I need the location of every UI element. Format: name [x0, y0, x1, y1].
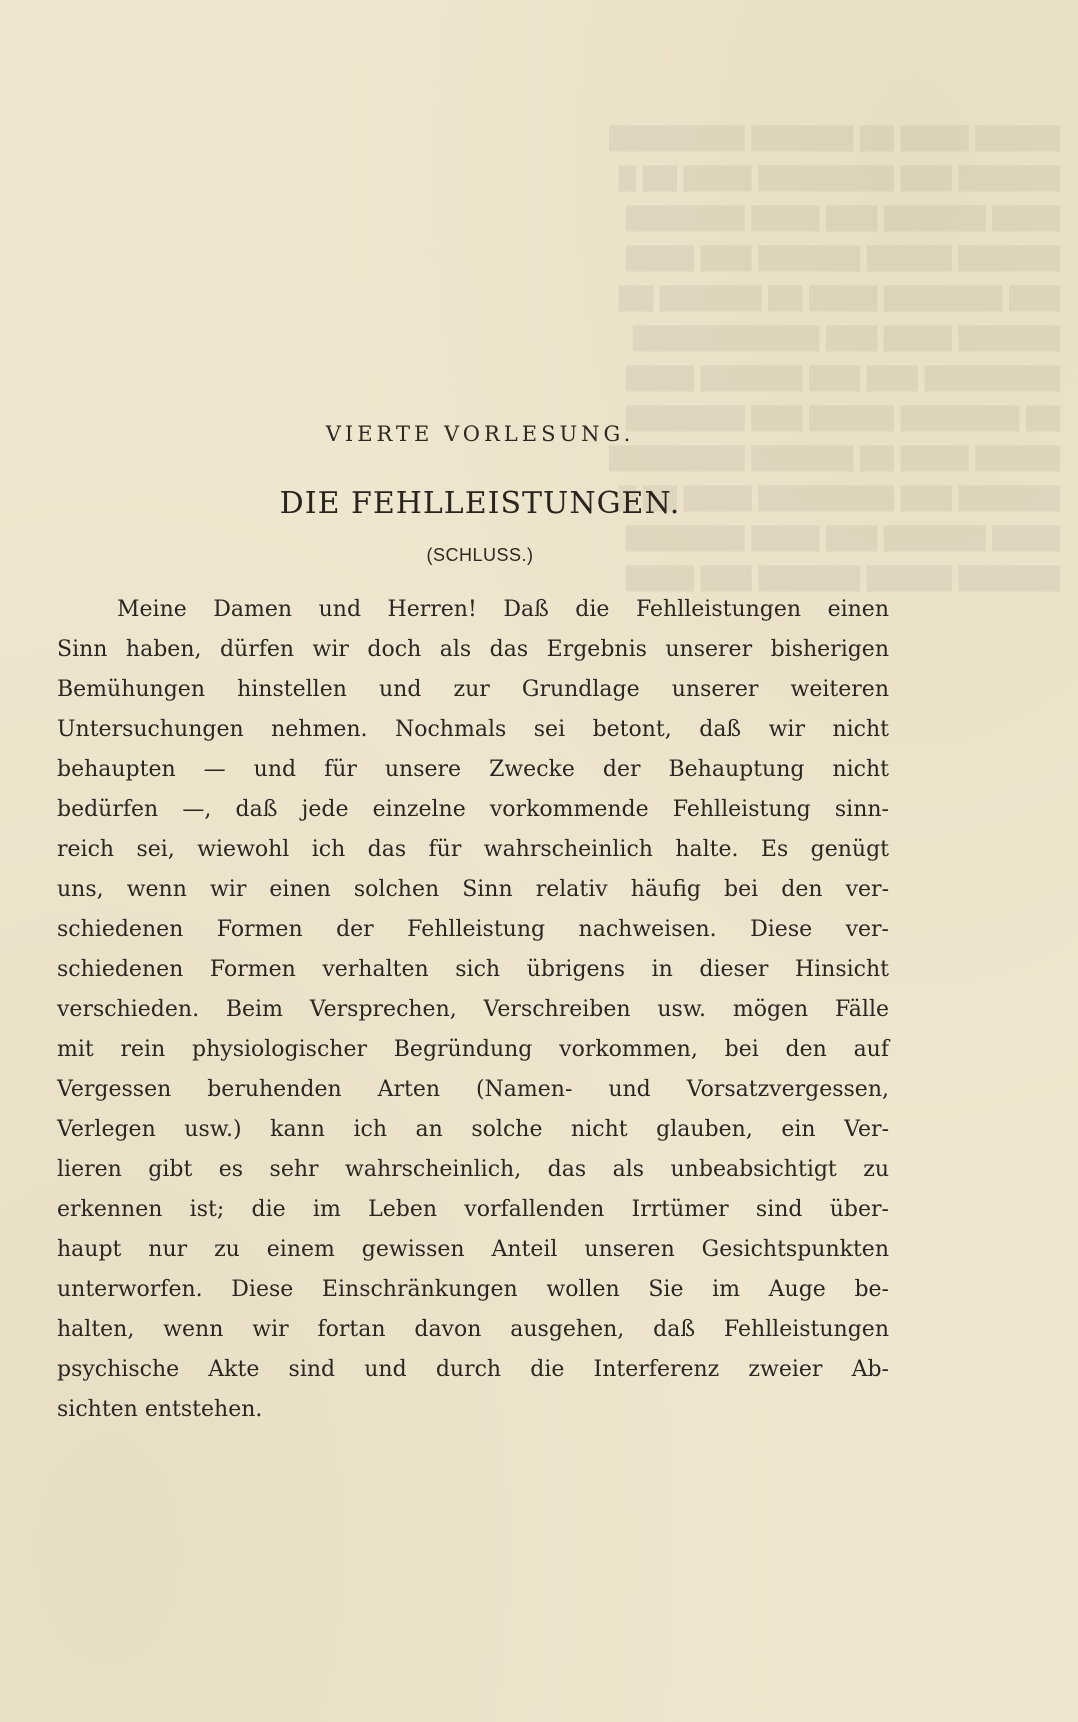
text-line: Sinn haben, dürfen wir doch als das Ergebnis unserer bisherigen [57, 637, 889, 662]
text-line: bedürfen —, daß jede einzelne vorkommende Fehlleistung sinn- [57, 797, 889, 822]
text-line: Verlegen usw.) kann ich an solche nicht glauben, ein Ver- [57, 1117, 889, 1142]
text-line: mit rein physiologischer Begründung vorkommen, bei den auf [57, 1037, 889, 1062]
text-line: schiedenen Formen der Fehlleistung nachweisen. Diese ver- [57, 917, 889, 942]
text-line: haupt nur zu einem gewissen Anteil unseren Gesichtspunkten [57, 1237, 889, 1262]
text-line: lieren gibt es sehr wahrscheinlich, das als unbeabsichtigt zu [57, 1157, 889, 1182]
body-paragraph [57, 590, 889, 1430]
text-line: Bemühungen hinstellen und zur Grundlage unserer weiteren [57, 677, 889, 702]
text-line: unterworfen. Diese Einschränkungen wollen Sie im Auge be- [57, 1277, 889, 1302]
text-line: uns, wenn wir einen solchen Sinn relativ häufig bei den ver- [57, 877, 889, 902]
text-line: Meine Damen und Herren! Daß die Fehlleistungen einen [117, 597, 889, 622]
text-line: reich sei, wiewohl ich das für wahrscheinlich halte. Es genügt [57, 837, 889, 862]
lecture-number-heading: VIERTE VORLESUNG. [325, 422, 635, 446]
text-line: erkennen ist; die im Leben vorfallenden Irrtümer sind über- [57, 1197, 889, 1222]
text-line-last: sichten entstehen. [57, 1397, 263, 1422]
bleed-through-texture: █████ ████ ██ ██████ ████████ ██████ ███ ████████ ████ ██ █ ████ ██████ ███ ████ ███████ ██████ █████ ██████ ███ ████ ███ ███████ ████ ██ ██████ ██ ██████ ████ ███ ███████████ ████████ ███ ███ ██████ ████ ██ ███████ █████ ███ ███████ █████ ████ ██ ██████ ████████ ██████ ███ ████████ ████ ██ █ ████ ██████ ███ ████ ███████ ██████ █████ ██████ ███ ████ [609, 127, 1060, 592]
text-line: Vergessen beruhenden Arten (Namen- und Vorsatzvergessen, [57, 1077, 889, 1102]
text-line: psychische Akte sind und durch die Interferenz zweier Ab- [57, 1357, 889, 1382]
text-line: Untersuchungen nehmen. Nochmals sei betont, daß wir nicht [57, 717, 889, 742]
chapter-title: DIE FEHLLEISTUNGEN. [279, 486, 681, 521]
text-line: verschieden. Beim Versprechen, Verschreiben usw. mögen Fälle [57, 997, 889, 1022]
chapter-subtitle: (SCHLUSS.) [426, 545, 534, 565]
text-line: schiedenen Formen verhalten sich übrigens in dieser Hinsicht [57, 957, 889, 982]
text-line: halten, wenn wir fortan davon ausgehen, daß Fehlleistungen [57, 1317, 889, 1342]
text-line: behaupten — und für unsere Zwecke der Behauptung nicht [57, 757, 889, 782]
